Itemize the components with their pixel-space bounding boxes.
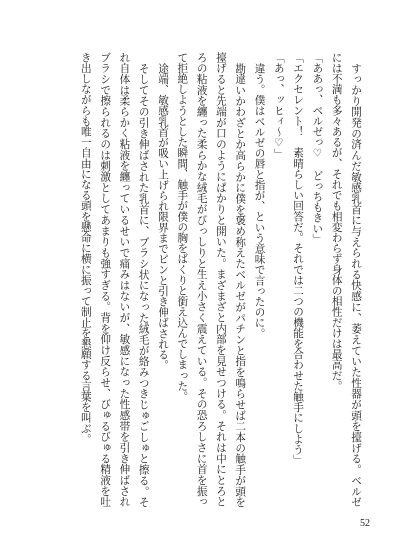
page-number: 52 xyxy=(360,518,370,529)
paragraph-dialogue: 「あっ、ッヒィ～♡」 xyxy=(272,52,285,160)
paragraph-narration: すっかり開発の済んだ敏感乳首に与えられる快感に、萎えていた性器が頭を擡げる。ベルゼには不満も多々あるが、それでも相変わらず身体の相性だけは最高だ。 xyxy=(330,52,362,507)
paragraph-narration: そしてその引き伸ばされた乳首に、ブラシ状になった絨毛が絡みつきじゅごしゅと擦る。それ自体は柔らかく粘液を纏っているせいで痛みはないが、敏感になった性感帯を引き伸ばされブラシで擦られるのは刺激としてあまりも強すぎる。背を仰け反らせ、びゅるびゅる精液を吐き出しながらも唯一自由になる頭を懸命に横に振って制止を懇願する言葉を叫ぶ。 xyxy=(79,52,150,507)
paragraph-dialogue: 「エクセレント！ 素晴らしい回答だ。それでは二つの機能を合わせた触手にしよう」 xyxy=(292,52,305,466)
paragraph-dialogue: 「ああっ、ベルゼっ♡ どっちもきい」 xyxy=(311,52,324,245)
paragraph-narration: 途端、敏感乳首が吸い上げられ限界までピンと引き伸ばされる。 xyxy=(157,62,170,370)
paragraph-narration: 違う。僕はベルゼの唇と指が、という意味で言ったのに。 xyxy=(253,62,266,339)
vertical-text-body xyxy=(25,52,365,507)
paragraph-narration: 勘違いかわざとか高らかに僕を褒め称えたベルゼがパチンと指を鳴らせば二本の触手が頭を擡げると先端が口のようにぱかりと開いた。まざまざと内部を見せつける。それは中にとろとろの粘液を纏った柔らかな絨毛がびっしりと生え小さく震えている。その恐ろしさに首を振って拒絶しようとした瞬間、触手が僕の胸をばくりと銜え込んでしまった。 xyxy=(176,52,247,507)
